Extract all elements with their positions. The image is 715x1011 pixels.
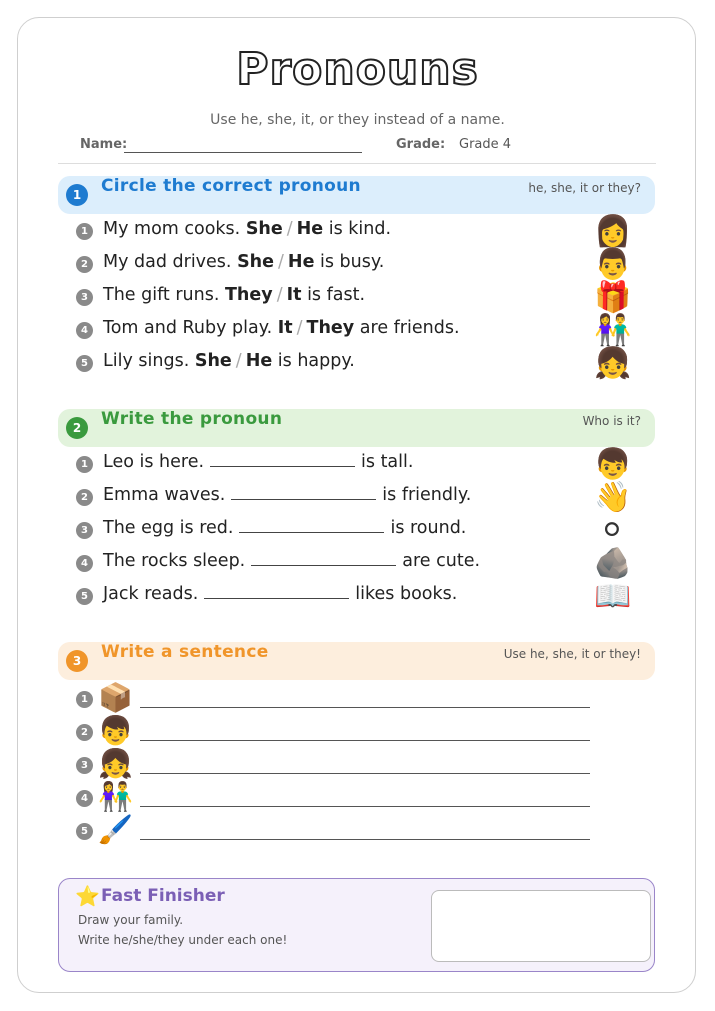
sentence-start: The egg is red. bbox=[103, 518, 234, 538]
section-title: Write the pronoun bbox=[101, 409, 283, 429]
fast-finisher-box bbox=[58, 878, 655, 972]
sentence-start: My dad drives. bbox=[103, 252, 232, 272]
picture-icon: 👦 bbox=[594, 447, 632, 482]
grade-value: Grade 4 bbox=[459, 137, 512, 152]
sentence-line[interactable] bbox=[140, 707, 590, 708]
write-row bbox=[76, 747, 596, 783]
answer-blank[interactable] bbox=[210, 452, 355, 467]
sentence-end: is friendly. bbox=[382, 485, 472, 505]
drawing-box[interactable] bbox=[431, 890, 651, 962]
item-number: 1 bbox=[76, 456, 93, 473]
slash-separator: / bbox=[276, 285, 283, 305]
sentence-start: Tom and Ruby play. bbox=[103, 318, 273, 338]
section-title: Circle the correct pronoun bbox=[101, 176, 361, 196]
slash-separator: / bbox=[235, 351, 242, 371]
item-number: 3 bbox=[76, 522, 93, 539]
picture-icon: 👧 bbox=[98, 747, 133, 780]
pronoun-option-2[interactable]: They bbox=[306, 318, 355, 338]
star-icon: ⭐ bbox=[75, 884, 100, 908]
answer-blank[interactable] bbox=[239, 518, 384, 533]
pronoun-option-2[interactable]: It bbox=[286, 285, 302, 305]
sentence-end: is kind. bbox=[328, 219, 392, 239]
sentence-line[interactable] bbox=[140, 773, 590, 774]
item-number: 5 bbox=[76, 823, 93, 840]
picture-icon: 👋 bbox=[594, 480, 632, 515]
item-number: 3 bbox=[76, 289, 93, 306]
sentence-row bbox=[76, 346, 636, 381]
fast-finisher-instruction: Draw your family. bbox=[78, 913, 184, 927]
section-hint: he, she, it or they? bbox=[528, 181, 641, 195]
pronoun-option-2[interactable]: He bbox=[245, 351, 273, 371]
sentence-row bbox=[76, 480, 636, 515]
section-2-header bbox=[58, 409, 655, 447]
pronoun-option-2[interactable]: He bbox=[296, 219, 324, 239]
name-label: Name: bbox=[80, 137, 128, 152]
sentence-start: The gift runs. bbox=[103, 285, 220, 305]
answer-blank[interactable] bbox=[251, 551, 396, 566]
fast-finisher-title: Fast Finisher bbox=[101, 886, 225, 906]
sentence-text bbox=[103, 452, 413, 472]
pronoun-option-1[interactable]: It bbox=[277, 318, 293, 338]
picture-icon: 🎁 bbox=[594, 280, 632, 315]
picture-icon: 🖌️ bbox=[98, 813, 133, 846]
answer-blank[interactable] bbox=[204, 584, 349, 599]
section-number-badge: 3 bbox=[66, 650, 88, 672]
sentence-text bbox=[103, 551, 480, 571]
pronoun-option-2[interactable]: He bbox=[287, 252, 315, 272]
sentence-start: Jack reads. bbox=[103, 584, 199, 604]
sentence-text bbox=[103, 518, 466, 538]
name-field[interactable] bbox=[124, 152, 362, 153]
write-row bbox=[76, 714, 596, 750]
picture-icon: 👩 bbox=[594, 214, 632, 249]
sentence-row bbox=[76, 313, 636, 348]
section-1-header bbox=[58, 176, 655, 214]
picture-icon: 👦 bbox=[98, 714, 133, 747]
sentence-text bbox=[103, 485, 471, 505]
sentence-end: are cute. bbox=[402, 551, 481, 571]
sentence-row bbox=[76, 247, 636, 282]
picture-icon: 📦 bbox=[98, 681, 133, 714]
write-row bbox=[76, 681, 596, 717]
pronoun-option-1[interactable]: She bbox=[194, 351, 232, 371]
picture-icon: 👨 bbox=[594, 247, 632, 282]
item-number: 4 bbox=[76, 790, 93, 807]
picture-icon: ⚪ bbox=[599, 513, 625, 548]
section-number-badge: 1 bbox=[66, 184, 88, 206]
write-row bbox=[76, 780, 596, 816]
sentence-end: is busy. bbox=[320, 252, 385, 272]
item-number: 4 bbox=[76, 322, 93, 339]
item-number: 2 bbox=[76, 489, 93, 506]
item-number: 5 bbox=[76, 355, 93, 372]
sentence-text bbox=[103, 584, 457, 604]
item-number: 1 bbox=[76, 691, 93, 708]
item-number: 1 bbox=[76, 223, 93, 240]
sentence-end: is tall. bbox=[361, 452, 414, 472]
sentence-text bbox=[103, 318, 460, 338]
sentence-text bbox=[103, 285, 365, 305]
sentence-row bbox=[76, 579, 636, 614]
page-subtitle: Use he, she, it, or they instead of a name. bbox=[210, 112, 505, 128]
pronoun-option-1[interactable]: They bbox=[225, 285, 273, 305]
sentence-row bbox=[76, 447, 636, 482]
page-title: Pronouns bbox=[236, 44, 479, 95]
item-number: 5 bbox=[76, 588, 93, 605]
sentence-line[interactable] bbox=[140, 740, 590, 741]
picture-icon: 👫 bbox=[98, 780, 133, 813]
answer-blank[interactable] bbox=[231, 485, 376, 500]
picture-icon: 👫 bbox=[594, 313, 632, 348]
sentence-row bbox=[76, 513, 636, 548]
sentence-end: is happy. bbox=[277, 351, 355, 371]
sentence-end: are friends. bbox=[359, 318, 460, 338]
section-3-header bbox=[58, 642, 655, 680]
slash-separator: / bbox=[286, 219, 293, 239]
section-hint: Use he, she, it or they! bbox=[503, 647, 641, 661]
sentence-start: Emma waves. bbox=[103, 485, 226, 505]
item-number: 2 bbox=[76, 724, 93, 741]
slash-separator: / bbox=[278, 252, 284, 272]
grade-label: Grade: bbox=[396, 137, 446, 152]
sentence-end: likes books. bbox=[355, 584, 458, 604]
section-title: Write a sentence bbox=[101, 642, 269, 662]
sentence-line[interactable] bbox=[140, 806, 590, 807]
picture-icon: 📖 bbox=[594, 579, 632, 614]
write-row bbox=[76, 813, 596, 849]
sentence-start: Leo is here. bbox=[103, 452, 205, 472]
sentence-row bbox=[76, 546, 636, 581]
sentence-row bbox=[76, 214, 636, 249]
sentence-text bbox=[103, 351, 355, 371]
section-hint: Who is it? bbox=[582, 414, 641, 428]
item-number: 4 bbox=[76, 555, 93, 572]
slash-separator: / bbox=[296, 318, 303, 338]
sentence-end: is fast. bbox=[307, 285, 366, 305]
sentence-text bbox=[103, 219, 391, 239]
pronoun-option-1[interactable]: She bbox=[237, 252, 275, 272]
pronoun-option-1[interactable]: She bbox=[245, 219, 283, 239]
sentence-row bbox=[76, 280, 636, 315]
sentence-start: Lily sings. bbox=[103, 351, 190, 371]
fast-finisher-instruction: Write he/she/they under each one! bbox=[78, 933, 288, 947]
item-number: 3 bbox=[76, 757, 93, 774]
header-divider bbox=[58, 163, 656, 164]
picture-icon: 🪨 bbox=[594, 546, 632, 581]
section-number-badge: 2 bbox=[66, 417, 88, 439]
item-number: 2 bbox=[76, 256, 93, 273]
picture-icon: 👧 bbox=[594, 346, 632, 381]
sentence-text bbox=[103, 252, 384, 272]
sentence-line[interactable] bbox=[140, 839, 590, 840]
sentence-start: My mom cooks. bbox=[103, 219, 241, 239]
sentence-start: The rocks sleep. bbox=[103, 551, 246, 571]
sentence-end: is round. bbox=[390, 518, 467, 538]
